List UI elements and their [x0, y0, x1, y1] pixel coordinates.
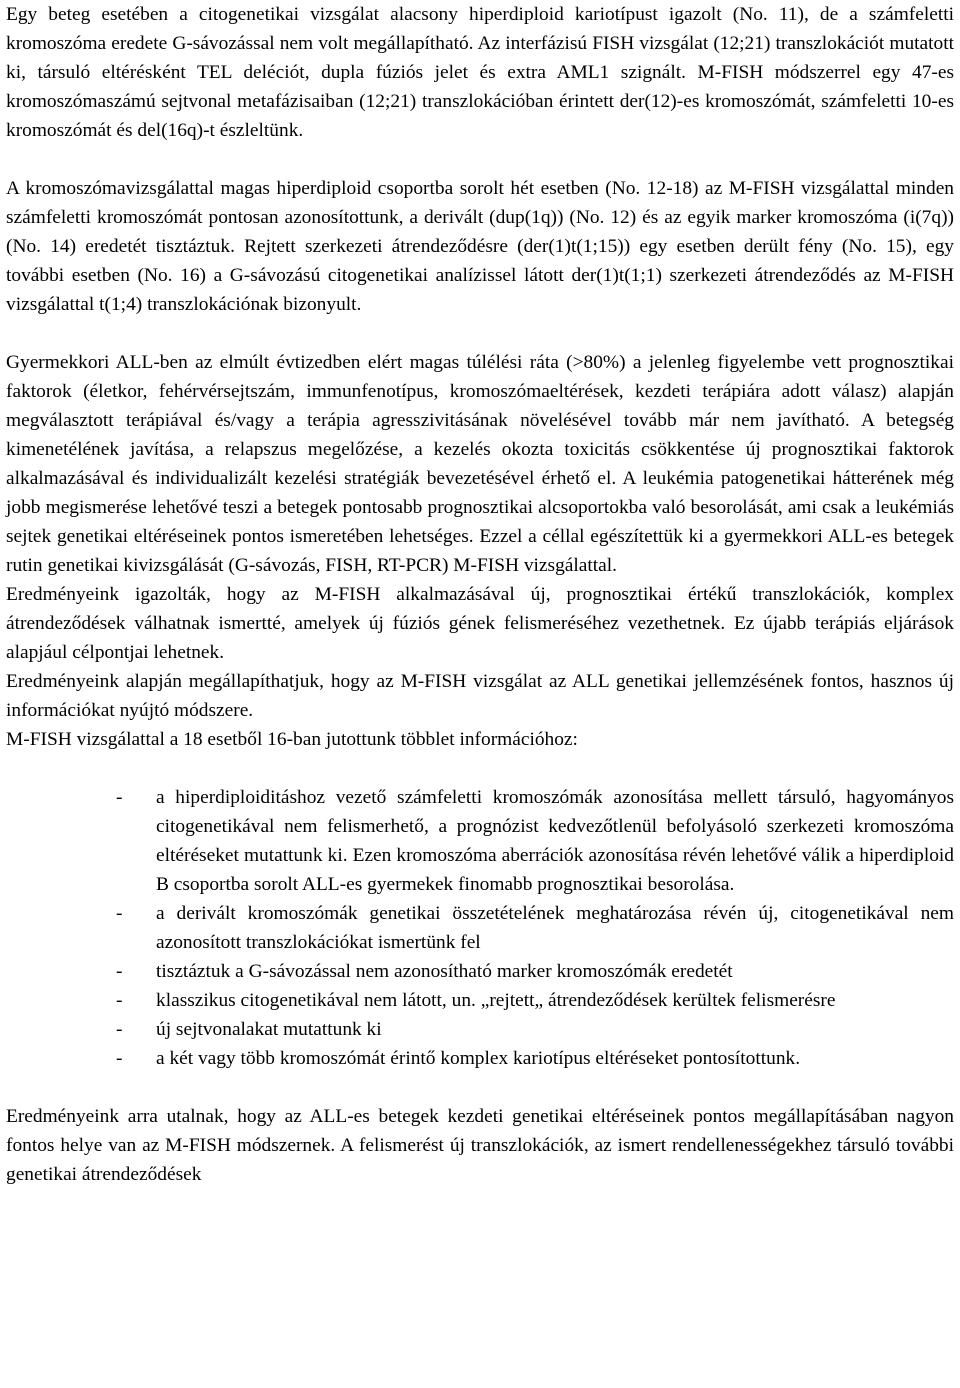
paragraph-case-11: Egy beteg esetében a citogenetikai vizsgálat alacsony hiperdiploid kariotípust igazolt (No. 11), de a számfeletti kromoszóma eredete G-sávozással nem volt megállapítható. Az interfázisú FISH vizsgálat (12;21) transzlokációt mutatott ki, társuló eltérésként TEL deléciót, dupla fúziós jelet és extra AML1 szignált. M-FISH módszerrel egy 47-es kromoszómaszámú sejtvonal metafázisaiban (12;21) transzlokációban érintett der(12)-es kromoszómát, számfeletti 10-es kromoszómát és del(16q)-t észleltünk.	[6, 4, 954, 141]
paragraph-childhood-all: Gyermekkori ALL-ben az elmúlt évtizedben elért magas túlélési ráta (>80%) a jelenleg figyelembe vett prognosztikai faktorok (életkor, fehérvérsejtszám, immunfenotípus, kromoszómaeltérések, kezdeti terápiára adott válasz) alapján megválasztott terápiával és/vagy a terápia agresszivitásának növelésével tovább már nem javítható. A betegség kimenetélének javítása, a relapszus megelőzése, a kezelés okozta toxicitás csökkentése új prognosztikai faktorok alkalmazásával és individualizált kezelési stratégiák bevezetésével érhető el. A leukémia patogenetikai hátterének még jobb megismerése lehetővé teszi a betegek pontosabb prognosztikai alcsoportokba való besorolását, ami csak a leukémiás sejtek genetikai eltéréseinek pontos ismeretében lehetséges. Ezzel a céllal egészítettük ki a gyermekkori ALL-es betegek rutin genetikai kivizsgálását (G-sávozás, FISH, RT-PCR) M-FISH vizsgálattal.	[6, 352, 954, 576]
list-item-text: a derivált kromoszómák genetikai összetételének meghatározása révén új, citogenetikával nem azonosított transzlokációkat ismertünk fel	[156, 903, 954, 953]
document-page	[6, 0, 954, 1189]
list-item	[6, 986, 954, 1015]
paragraph-results-conclusion: Eredményeink alapján megállapíthatjuk, hogy az M-FISH vizsgálat az ALL genetikai jellemzésének fontos, hasznos új információkat nyújtó módszere.	[6, 671, 954, 721]
list-item-text: klasszikus citogenetikával nem látott, un. „rejtett„ átrendeződések kerültek felismerésre	[156, 990, 836, 1011]
bullet-dash: -	[116, 1048, 123, 1069]
list-item	[6, 1044, 954, 1073]
bullet-dash: -	[116, 990, 123, 1011]
paragraph-hyperdiploid-cases: A kromoszómavizsgálattal magas hiperdiploid csoportba sorolt hét esetben (No. 12-18) az M-FISH vizsgálattal minden számfeletti kromoszómát pontosan azonosítottunk, a derivált (dup(1q)) (No. 12) és az egyik marker kromoszóma (i(7q)) (No. 14) eredetét tisztáztuk. Rejtett szerkezeti átrendeződésre (der(1)t(1;15)) egy esetben derült fény (No. 15), egy további esetben (No. 16) a G-sávozású citogenetikai analízissel látott der(1)t(1;1) szerkezeti átrendeződés az M-FISH vizsgálattal t(1;4) transzlokációnak bizonyult.	[6, 178, 954, 315]
paragraph-list-intro: M-FISH vizsgálattal a 18 esetből 16-ban jutottunk többlet információhoz:	[6, 729, 578, 750]
bullet-dash: -	[116, 903, 123, 924]
spacer	[6, 319, 954, 348]
bullet-dash: -	[116, 787, 123, 808]
bullet-dash: -	[116, 961, 123, 982]
spacer	[6, 145, 954, 174]
list-item-text: a hiperdiploiditáshoz vezető számfeletti kromoszómák azonosítása mellett társuló, hagyományos citogenetikával nem felismerhető, a prognózist kedvezőtlenül befolyásoló szerkezeti kromoszóma eltéréseket mutattunk ki. Ezen kromoszóma aberrációk azonosítása révén lehetővé válik a hiperdiploid B csoportba sorolt ALL-es gyermekek finomabb prognosztikai besorolása.	[156, 787, 954, 895]
list-item	[6, 899, 954, 957]
list-item	[6, 783, 954, 899]
list-item-text: tisztáztuk a G-sávozással nem azonosítható marker kromoszómák eredetét	[156, 961, 733, 982]
findings-list	[6, 783, 954, 1073]
list-item	[6, 957, 954, 986]
list-item	[6, 1015, 954, 1044]
list-item-text: a két vagy több kromoszómát érintő komplex kariotípus eltéréseket pontosítottunk.	[156, 1048, 801, 1069]
list-item-text: új sejtvonalakat mutattunk ki	[156, 1019, 382, 1040]
paragraph-final: Eredményeink arra utalnak, hogy az ALL-es betegek kezdeti genetikai eltéréseinek pontos megállapításában nagyon fontos helye van az M-FISH módszernek. A felismerést új transzlokációk, az ismert rendellenességekhez társuló további genetikai átrendeződések	[6, 1106, 954, 1185]
spacer	[6, 754, 954, 783]
bullet-dash: -	[116, 1019, 123, 1040]
paragraph-results-confirmed: Eredményeink igazolták, hogy az M-FISH alkalmazásával új, prognosztikai értékű transzlokációk, komplex átrendeződések válhatnak ismertté, amelyek új fúziós gének felismeréséhez vezethetnek. Ez újabb terápiás eljárások alapjául célpontjai lehetnek.	[6, 584, 954, 663]
spacer	[6, 1073, 954, 1102]
